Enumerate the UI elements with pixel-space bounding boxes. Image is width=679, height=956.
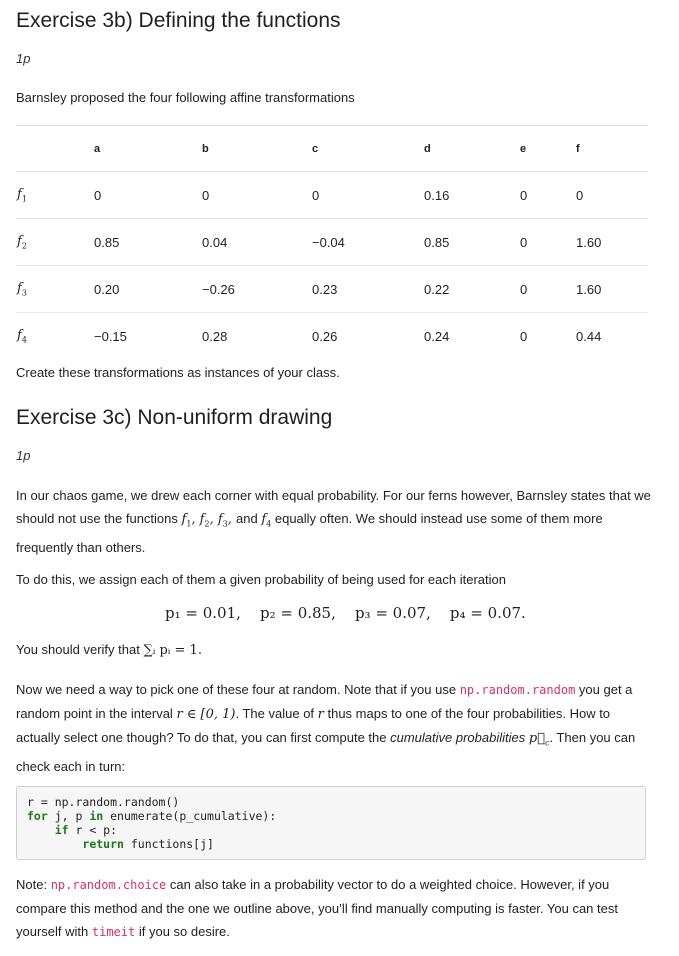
table-row [16, 266, 648, 313]
code-line: if r < p: [54, 823, 118, 837]
sum-equation: ∑ᵢ pᵢ = 1. [143, 643, 202, 658]
table-cell: 0 [519, 172, 575, 219]
inline-code-timeit: timeit [91, 925, 136, 939]
table-header-cell: c [311, 126, 423, 172]
paragraph-probabilities: To do this, we assign each of them a given probability of being used for each iteration [16, 572, 506, 587]
table-header-cell: d [423, 126, 519, 172]
table-cell: 0.28 [201, 313, 311, 360]
table-row [16, 313, 648, 360]
table-cell: 0 [311, 172, 423, 219]
paragraph-chaos-game: In our chaos game, we drew each corner with equal probability. For our ferns however, Barnsley states that we should not use the functions $f_1$, $f_2$, $f_3$, and $f_4$ equally often. We should instead use some of them more frequently than others. [16, 488, 651, 555]
inline-code-np-random-random: np.random.random [459, 683, 576, 697]
table-cell: 0 [519, 313, 575, 360]
paragraph-verify: You should verify that ∑ᵢ pᵢ = 1. [16, 642, 202, 658]
function-label: $f_1$ [16, 172, 93, 219]
exercise-3b-intro: Barnsley proposed the four following affine transformations [16, 90, 355, 105]
function-label: $f_3$ [16, 266, 93, 313]
table-cell: 0.24 [423, 313, 519, 360]
code-block[interactable] [16, 786, 646, 860]
exercise-3b-title: Exercise 3b) Defining the functions [16, 9, 341, 32]
table-row [16, 219, 648, 266]
table-cell: 0.44 [575, 313, 648, 360]
paragraph-note: Note: np.random.choice can also take in a probability vector to do a weighted choice. However, if you compare this method and the one we outline above, you’ll find manually computing is faster. You can test yourself with timeit if you so desire. [16, 877, 618, 939]
table-cell: 0.26 [311, 313, 423, 360]
table-cell: 0.20 [93, 266, 201, 313]
probability-equation [165, 604, 526, 622]
function-label: $f_2$ [16, 219, 93, 266]
exercise-3b-outro: Create these transformations as instances of your class. [16, 365, 340, 380]
table-cell: 0 [519, 266, 575, 313]
inline-code-np-random-choice: np.random.choice [50, 878, 167, 892]
code-line: return functions[j] [82, 837, 214, 851]
table-cell: 1.60 [575, 266, 648, 313]
transform-table [16, 125, 648, 359]
function-label: $f_4$ [16, 313, 93, 360]
exercise-3c-title: Exercise 3c) Non-uniform drawing [16, 406, 333, 429]
table-cell: 0 [519, 219, 575, 266]
table-cell: 0.22 [423, 266, 519, 313]
paragraph-random-pick: Now we need a way to pick one of these four at random. Note that if you use np.random.random you get a random point in the interval r ∈ [0, 1). The value of r thus maps to one of the four probabilities. How to actually select one though? To do that, you can first compute the cumulative probabilities $p⃗_c$. Then you can check each in turn: [16, 682, 636, 774]
prob-p1: p₁ = 0.01, [165, 604, 241, 622]
table-cell: 0 [575, 172, 648, 219]
table-cell: 0 [93, 172, 201, 219]
exercise-3c-points: 1p [16, 448, 31, 463]
table-header-cell: e [519, 126, 575, 172]
prob-p3: p₃ = 0.07, [354, 604, 431, 622]
inline-math-interval: r ∈ [0, 1) [176, 707, 236, 722]
table-header-cell: b [201, 126, 311, 172]
table-cell: −0.26 [201, 266, 311, 313]
table-row [16, 172, 648, 219]
prob-p2: p₂ = 0.85, [259, 604, 336, 622]
prob-p4: p₄ = 0.07. [449, 604, 526, 622]
table-cell: 0.23 [311, 266, 423, 313]
table-cell: 0.16 [423, 172, 519, 219]
code-line: for j, p in enumerate(p_cumulative): [27, 809, 277, 823]
table-cell: 0.85 [93, 219, 201, 266]
exercise-3b-points: 1p [16, 51, 31, 66]
table-cell: 0.85 [423, 219, 519, 266]
table-cell: −0.04 [311, 219, 423, 266]
table-cell: 0 [201, 172, 311, 219]
table-header-row [16, 126, 648, 172]
table-cell: 0.04 [201, 219, 311, 266]
table-cell: −0.15 [93, 313, 201, 360]
table-header-cell [16, 126, 93, 172]
table-header-cell: a [93, 126, 201, 172]
code-line: r = np.random.random() [27, 795, 180, 809]
table-header-cell: f [575, 126, 648, 172]
inline-math-functions: $f_1$, $f_2$, $f_3$, [181, 512, 237, 529]
table-cell: 1.60 [575, 219, 648, 266]
